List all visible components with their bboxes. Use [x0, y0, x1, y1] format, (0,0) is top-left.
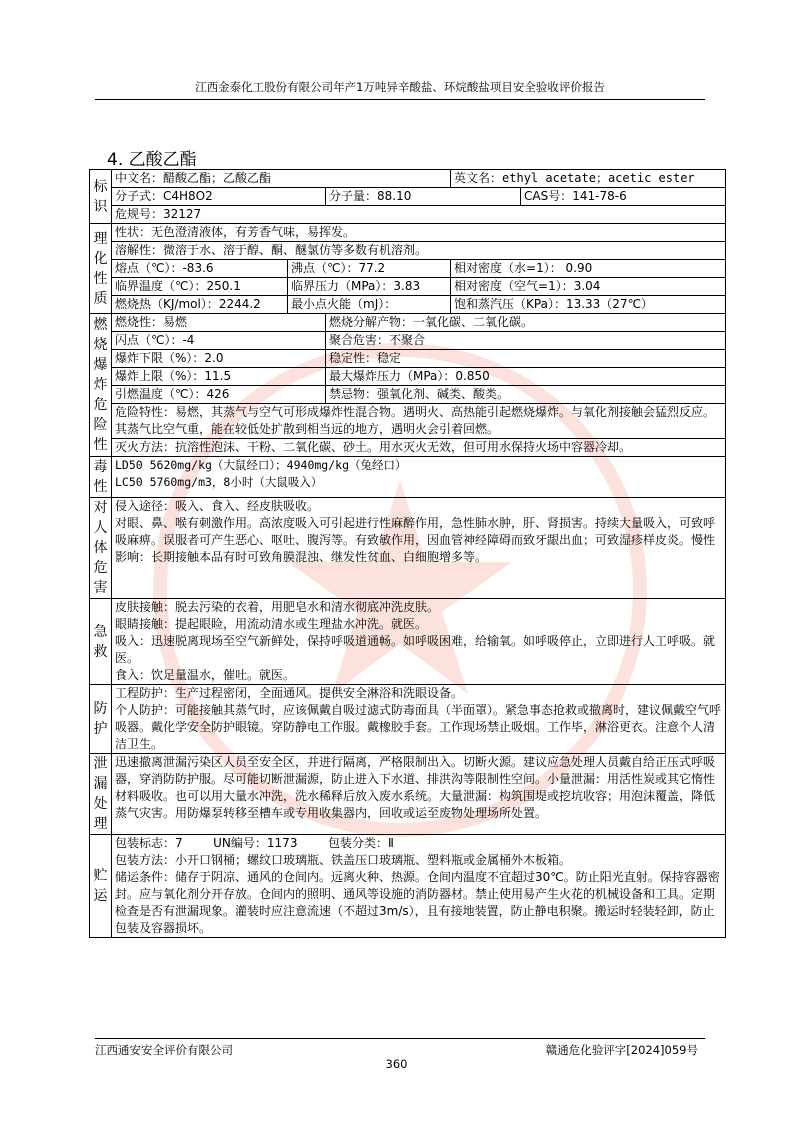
- eye-contact: 眼睛接触：提起眼睑，用流动清水或生理盐水冲洗。就医。: [115, 617, 428, 631]
- table-row: [90, 404, 726, 439]
- health-effects: 对眼、鼻、喉有刺激作用。高浓度吸入可引起进行性麻醉作用，急性肺水肿，肝、肾损害。持续大量吸入，可致呼吸麻痹。误服者可产生恶心、呕吐、腹泻等。有致敏作用，因血管神经障碍而致牙龈出血；可致湿疹样皮炎。慢性影响：长期接触本品有时可致角膜混浊、继发性贫血、白细胞增多等。: [115, 516, 716, 564]
- table-row: [90, 296, 726, 314]
- combustion-heat: 燃烧热（KJ/mol）：2244.2: [112, 296, 288, 314]
- table-row: [90, 224, 726, 242]
- formula: 分子式：C4H8O2: [112, 188, 326, 206]
- incompatible-materials: 禁忌物：强氧化剂、碱类、酸类。: [326, 386, 726, 404]
- table-row: [90, 754, 726, 835]
- table-row: [90, 242, 726, 260]
- table-row: [90, 170, 726, 188]
- storage-conditions: 储运条件：储存于阴凉、通风的仓间内。远离火种、热源。仓间内温度不宜超过30℃。防止阳光直射。保持容器密封。应与氧化剂分开存放。仓间内的照明、通风等设施的消防器材。禁止使用易产生火花的机械设备和工具。定期检查是否有泄漏现象。灌装时应注意流速（不超过3m/s），且有接地装置，防止静电积聚。搬运时轻装轻卸，防止包装及容器损坏。: [115, 870, 720, 935]
- personal-protection: 个人防护：可能接触其蒸气时，应该佩戴自吸过滤式防毒面具（半面罩）。紧急事态抢救或撤离时，建议佩戴空气呼吸器。戴化学安全防护眼镜。穿防静电工作服。戴橡胶手套。工作现场禁止吸烟。工作毕，淋浴更衣。注意个人清洁卫生。: [115, 703, 722, 751]
- category-physchem: 理 化 性 质: [90, 224, 112, 314]
- critical-pressure: 临界压力（MPa）：3.83: [288, 278, 451, 296]
- vapor-pressure: 饱和蒸汽压（KPa）：13.33（27℃）: [451, 296, 726, 314]
- table-row: [90, 278, 726, 296]
- category-fire: 燃 烧 爆 炸 危 险 性: [90, 314, 112, 457]
- table-row: [90, 599, 726, 685]
- msds-table: [89, 169, 726, 938]
- ld50: LD50 5620mg/kg（大鼠经口）；4940mg/kg（兔经口）: [115, 458, 407, 472]
- table-row: [90, 685, 726, 754]
- polymerization: 聚合危害：不聚合: [326, 332, 726, 350]
- hazard-number: 危规号：32127: [112, 206, 726, 224]
- appearance: 性状：无色澄清液体，有芳香气味，易挥发。: [112, 224, 726, 242]
- table-row: [90, 439, 726, 457]
- flammability: 燃烧性：易燃: [112, 314, 326, 332]
- category-storage: 贮 运: [90, 835, 112, 938]
- skin-contact: 皮肤接触：脱去污染的衣着，用肥皂水和清水彻底冲洗皮肤。: [115, 600, 440, 614]
- category-first-aid: 急 救: [90, 599, 112, 685]
- running-header: 江西金泰化工股份有限公司年产1万吨异辛酸盐、环烷酸盐项目安全验收评价报告: [195, 80, 605, 94]
- max-explosion-pressure: 最大爆炸压力（MPa）：0.850: [326, 368, 726, 386]
- page-number: 360: [385, 1057, 408, 1071]
- density-water: 相对密度（水=1）： 0.90: [451, 260, 726, 278]
- table-row: [90, 260, 726, 278]
- lc50: LC50 5760mg/m3，8小时（大鼠吸入）: [115, 475, 323, 489]
- flash-point: 闪点（℃）：-4: [112, 332, 326, 350]
- table-row: [90, 314, 726, 332]
- msds-sheet: [89, 169, 725, 938]
- engineering-protection: 工程防护：生产过程密闭，全面通风。提供安全淋浴和洗眼设备。: [115, 686, 464, 700]
- decomposition-products: 燃烧分解产物：一氧化碳、二氧化碳。: [326, 314, 726, 332]
- section-title: 4. 乙酸乙酯: [107, 150, 197, 170]
- ingestion: 食入：饮足量温水，催吐。就医。: [115, 668, 296, 682]
- category-health: 对 人 体 危 害: [90, 498, 112, 599]
- first-aid: [112, 599, 726, 685]
- table-row: [90, 332, 726, 350]
- entry-route: 侵入途径：吸入、食入、经皮肤吸收。: [115, 499, 320, 513]
- toxicity-values: [112, 457, 726, 498]
- min-ignition-energy: 最小点火能（mJ）：: [288, 296, 451, 314]
- storage-transport: [112, 835, 726, 938]
- footer-rule: [95, 1038, 705, 1039]
- chinese-name: 中文名：醋酸乙酯；乙酸乙酯: [112, 170, 451, 188]
- upper-explosive-limit: 爆炸上限（%）：11.5: [112, 368, 326, 386]
- table-row: [90, 206, 726, 224]
- package-method: 包装方法：小开口钢桶；螺纹口玻璃瓶、铁盖压口玻璃瓶、塑料瓶或金属桶外木板箱。: [115, 853, 572, 867]
- table-row: [90, 835, 726, 938]
- health-hazards: [112, 498, 726, 599]
- table-row: [90, 457, 726, 498]
- category-toxicity: 毒 性: [90, 457, 112, 498]
- category-ident: 标 识: [90, 170, 112, 224]
- english-name: 英文名：ethyl acetate；acetic ester: [451, 170, 726, 188]
- table-row: [90, 386, 726, 404]
- inhalation: 吸入：迅速脱离现场至空气新鲜处，保持呼吸道通畅。如呼吸困难，给输氧。如呼吸停止，立即进行人工呼吸。就医。: [115, 634, 716, 665]
- hazard-characteristics: 危险特性：易燃，其蒸气与空气可形成爆炸性混合物。遇明火、高热能引起燃烧爆炸。与氧化剂接触会猛烈反应。其蒸气比空气重，能在较低处扩散到相当远的地方，遇明火会引着回燃。: [112, 404, 726, 439]
- lower-explosive-limit: 爆炸下限（%）：2.0: [112, 350, 326, 368]
- extinguishing-method: 灭火方法：抗溶性泡沫、干粉、二氧化碳、砂土。用水灭火无效，但可用水保持火场中容器冷却。: [112, 439, 726, 457]
- stability: 稳定性：稳定: [326, 350, 726, 368]
- ignition-temperature: 引燃温度（℃）：426: [112, 386, 326, 404]
- table-row: [90, 498, 726, 599]
- molecular-weight: 分子量：88.10: [326, 188, 521, 206]
- table-row: [90, 188, 726, 206]
- critical-temperature: 临界温度（℃）：250.1: [112, 278, 288, 296]
- table-row: [90, 368, 726, 386]
- protection: [112, 685, 726, 754]
- solubility: 溶解性：微溶于水、溶于醇、酮、醚氯仿等多数有机溶剂。: [112, 242, 726, 260]
- density-air: 相对密度（空气=1）：3.04: [451, 278, 726, 296]
- footer-document-number: 赣通危化验评字[2024]059号: [545, 1043, 698, 1057]
- leak-handling: 迅速撤离泄漏污染区人员至安全区，并进行隔离，严格限制出入。切断火源。建议应急处理人员戴自给正压式呼吸器，穿消防防护服。尽可能切断泄漏源，防止进入下水道、排洪沟等限制性空间。小量泄漏：用活性炭或其它惰性材料吸收。也可以用大量水冲洗，洗水稀释后放入废水系统。大量泄漏：构筑围堤或挖坑收容；用泡沫覆盖，降低蒸气灾害。用防爆泵转移至槽车或专用收集器内，回收或运至废物处理场所处置。: [112, 754, 726, 835]
- category-protection: 防 护: [90, 685, 112, 754]
- footer-company: 江西通安安全评价有限公司: [95, 1043, 233, 1057]
- category-leak: 泄 漏 处 理: [90, 754, 112, 835]
- header-rule: [95, 99, 705, 100]
- boiling-point: 沸点（℃）：77.2: [288, 260, 451, 278]
- package-label: 包装标志：7 UN编号：1173 包装分类：Ⅱ: [115, 836, 394, 850]
- table-row: [90, 350, 726, 368]
- melting-point: 熔点（℃）：-83.6: [112, 260, 288, 278]
- cas-number: CAS号：141-78-6: [521, 188, 726, 206]
